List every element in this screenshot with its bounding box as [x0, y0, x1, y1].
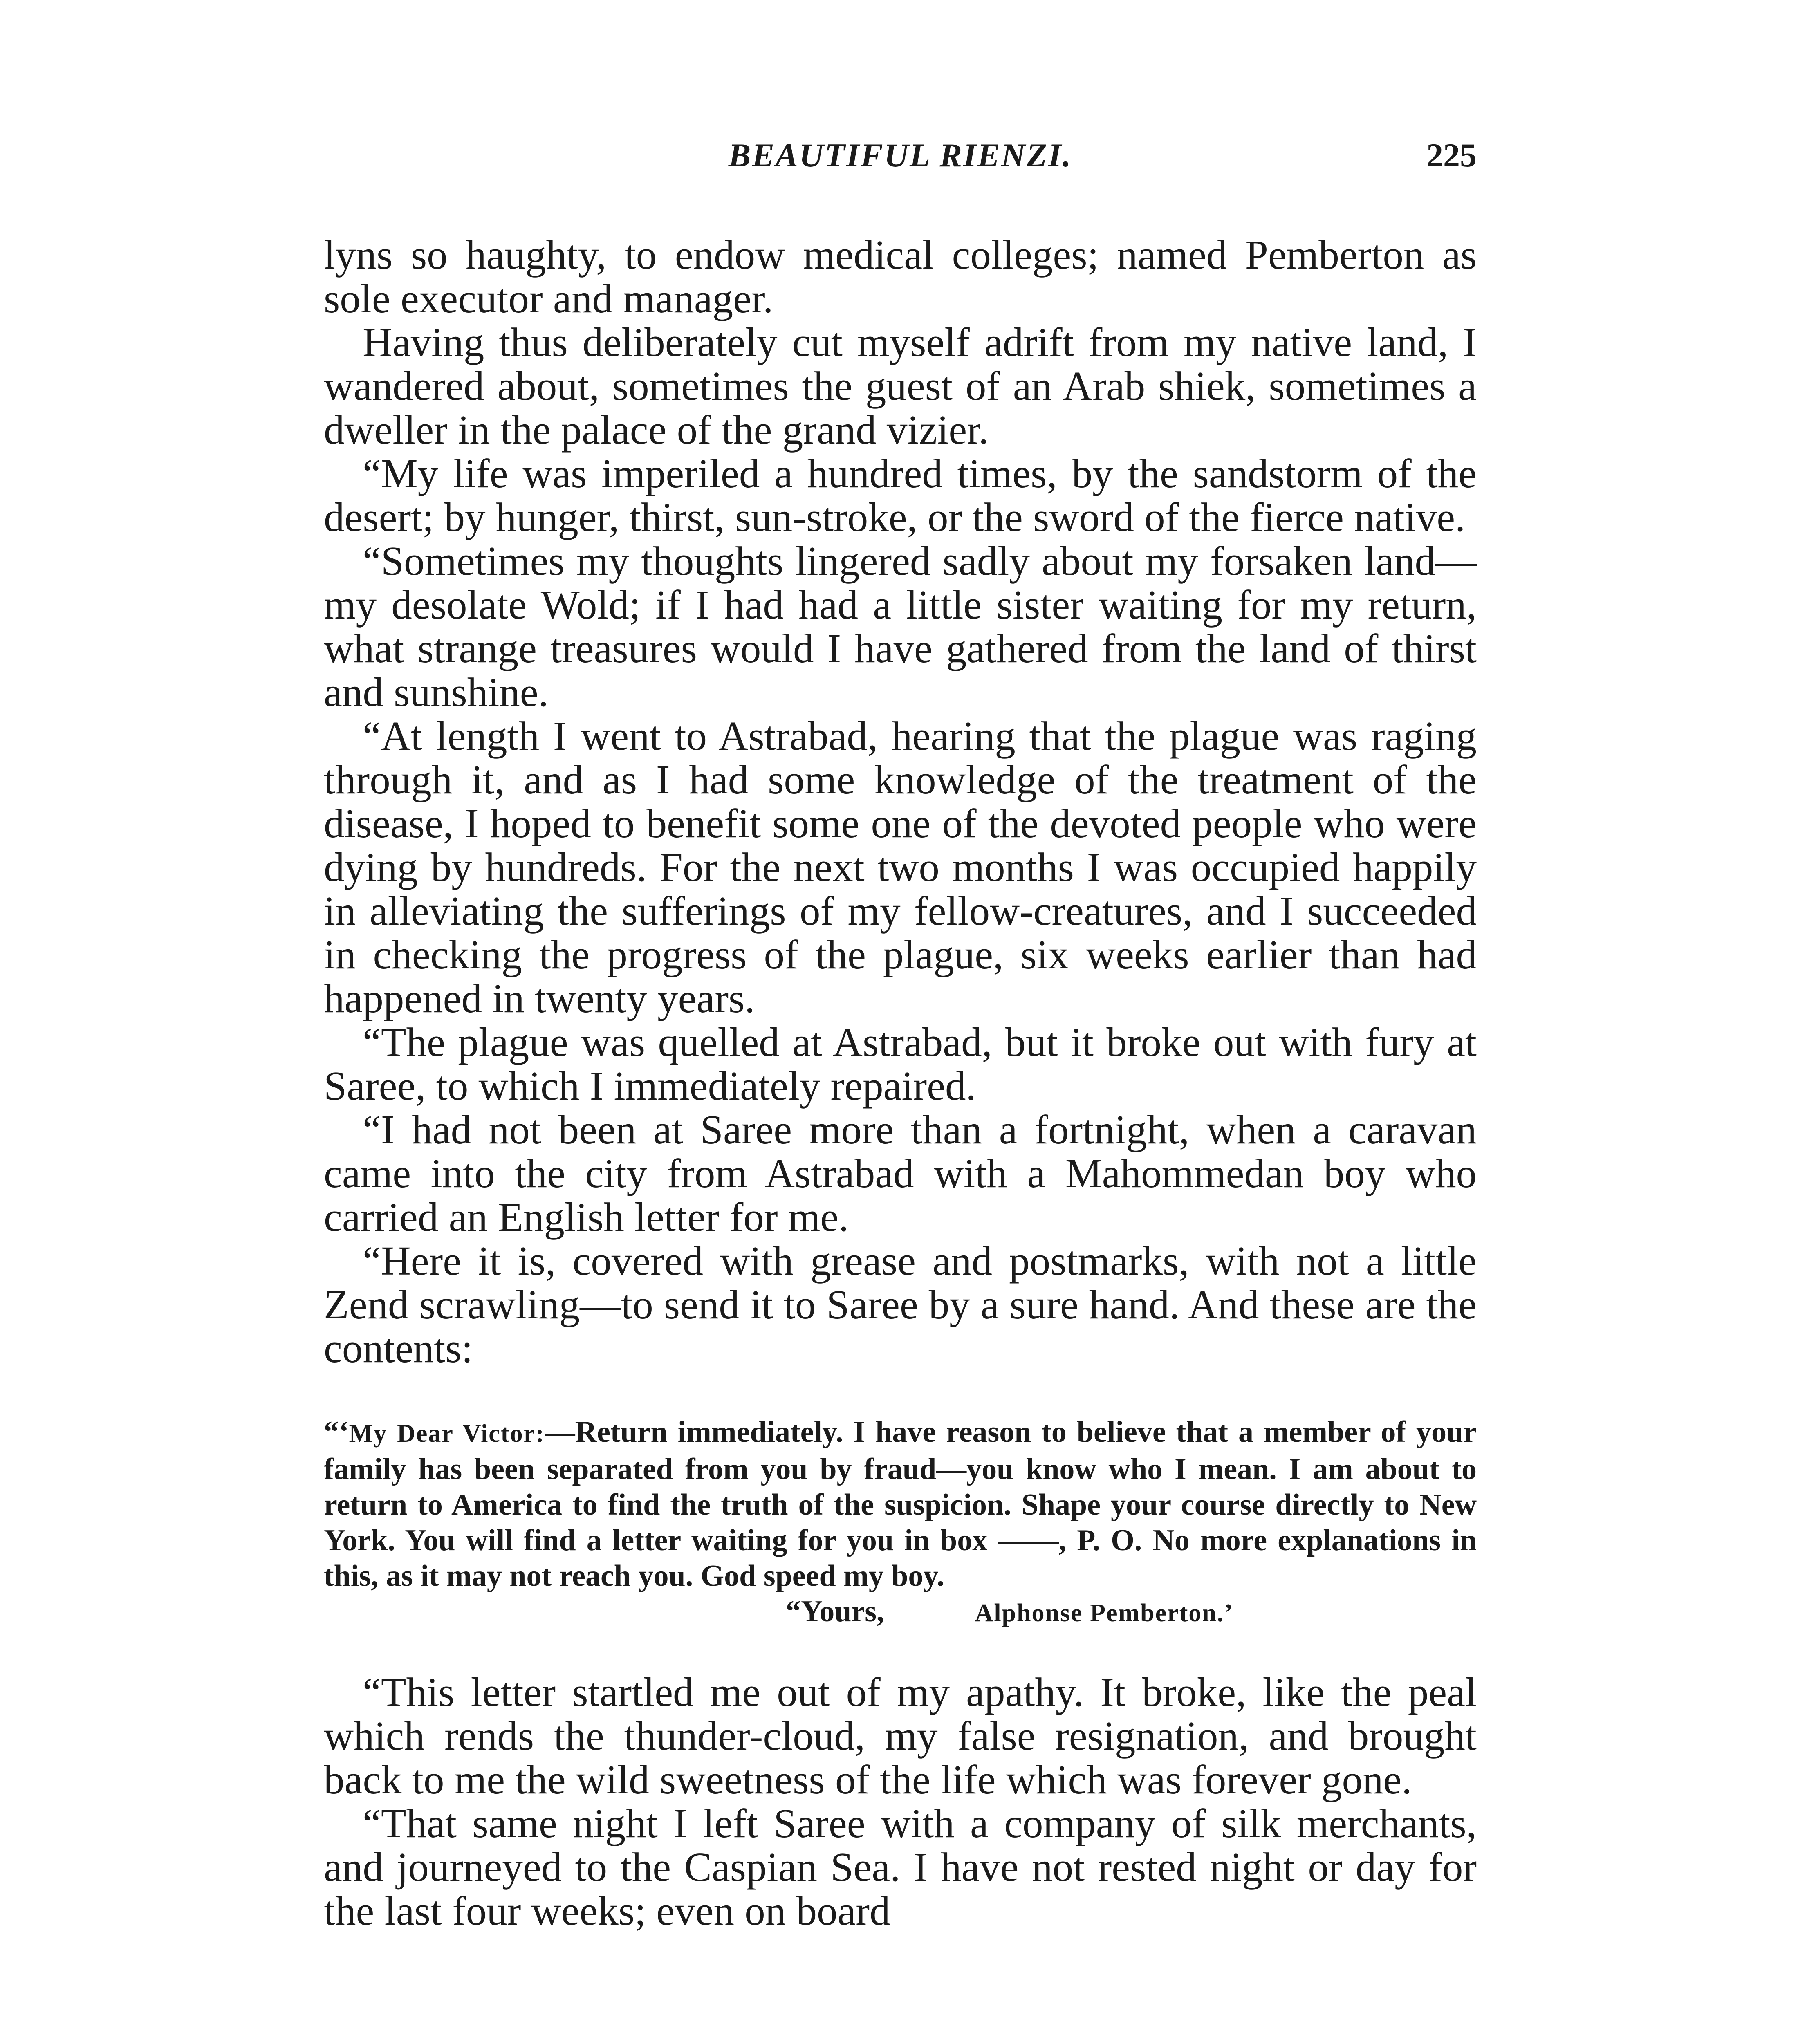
paragraph: “I had not been at Saree more than a fortnight, when a caravan came into the city from Astrabad with a Mahommedan boy who carried an English letter for me. [324, 1107, 1477, 1240]
letter-salutation: My Dear Victor: [349, 1420, 545, 1448]
running-head [324, 123, 1477, 188]
paragraph: Having thus deliberately cut myself adrift from my native land, I wandered about, sometimes the guest of an Arab shiek, sometimes a dweller in the palace of the grand vizier. [324, 319, 1477, 453]
letter-opening-quote: “‘ [324, 1415, 349, 1449]
paragraph: “Sometimes my thoughts lingered sadly about my forsaken land—my desolate Wold; if I had had a little sister waiting for my return, what strange treasures would I have gathered from the land of thirst and sunshine. [324, 538, 1477, 715]
body-text [324, 233, 1477, 1933]
letter-closing: “Yours, [786, 1595, 884, 1628]
paragraph: “Here it is, covered with grease and postmarks, with not a little Zend scrawling—to send it to Saree by a sure hand. And these are the contents: [324, 1238, 1477, 1371]
letter-signature: Alphonse Pemberton.’ [975, 1599, 1233, 1627]
paragraph: “At length I went to Astrabad, hearing that the plague was raging through it, and as I had some knowledge of the treatment of the disease, I hoped to benefit some one of the devoted people who were dying by hundreds. For the next two months I was occupied happily in alleviating the sufferings of my fellow-creatures, and I succeeded in checking the progress of the plague, six weeks earlier than had happened in twenty years. [324, 713, 1477, 1021]
letter-body: —Return immediately. I have reason to believe that a member of your family has been separated from you by fraud—you know who I mean. I am about to return to America to find the truth of the suspicion. Shape your course directly to New York. You will find a letter waiting for you in box ——, P. O. No more explanations in this, as it may not reach you. God speed my boy. [324, 1415, 1477, 1593]
quoted-letter [324, 1414, 1477, 1631]
paragraph: “That same night I left Saree with a company of silk merchants, and journeyed to the Caspian Sea. I have not rested night or day for the last four weeks; even on board [324, 1800, 1477, 1934]
paragraph: “This letter startled me out of my apathy. It broke, like the peal which rends the thunder-cloud, my false resignation, and brought back to me the wild sweetness of the life which was forever gone. [324, 1669, 1477, 1802]
paragraph: “The plague was quelled at Astrabad, but it broke out with fury at Saree, to which I immediately repaired. [324, 1019, 1477, 1109]
paragraph: “My life was imperiled a hundred times, by the sandstorm of the desert; by hunger, thirst, sun-stroke, or the sword of the fierce native. [324, 450, 1477, 540]
letter-signoff [324, 1594, 1477, 1631]
page-number: 225 [1426, 137, 1477, 174]
paragraph-continued: lyns so haughty, to endow medical colleges; named Pemberton as sole executor and manager. [324, 232, 1477, 321]
running-title: BEAUTIFUL RIENZI. [728, 137, 1072, 174]
